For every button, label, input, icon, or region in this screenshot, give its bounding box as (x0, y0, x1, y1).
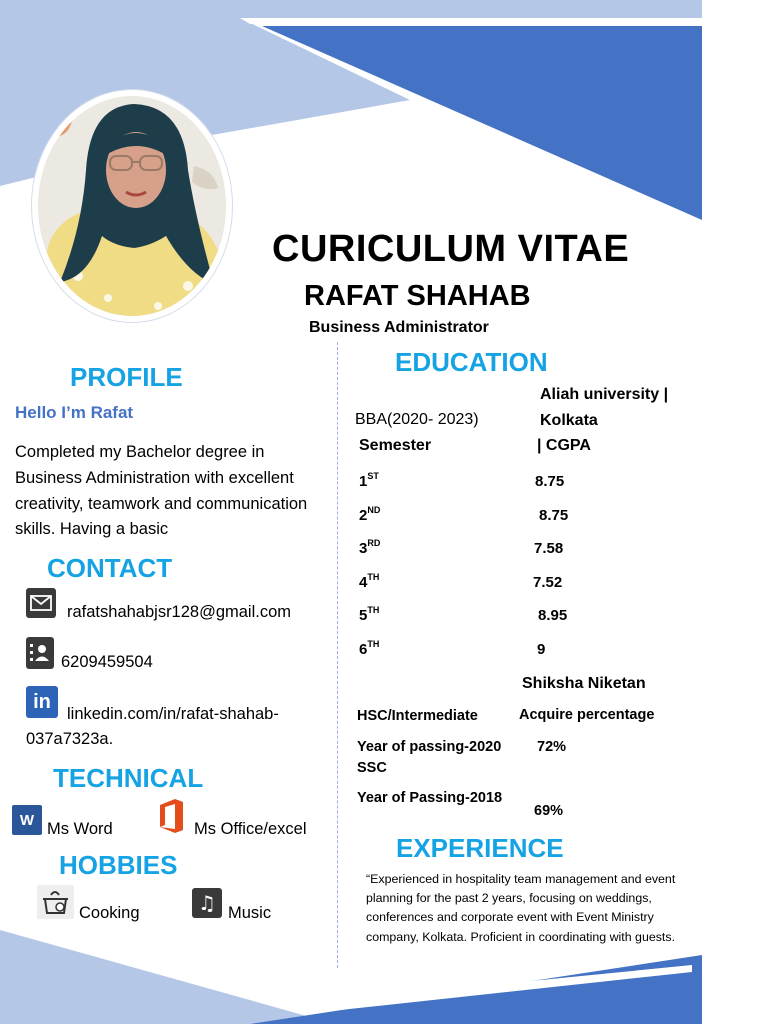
contact-email[interactable]: rafatshahabjsr128@gmail.com (67, 603, 292, 621)
hobby-item: Cooking (79, 904, 140, 922)
technical-item: Ms Office/excel (194, 820, 307, 838)
semester-2-cgpa: 8.75 (539, 507, 569, 524)
bottom-left-pale-shape (0, 930, 335, 1024)
hobbies-heading: HOBBIES (59, 850, 178, 880)
experience-summary: “Experienced in hospitality team management and event planning for the past 2 years, focusing on weddings, conferences and corporate event with Event Ministry company, Kolkata. Proficient in coordinating with guests. (366, 872, 676, 944)
experience-heading: EXPERIENCE (396, 833, 564, 863)
semester-1-cgpa: 8.75 (535, 473, 565, 490)
hsc-label: HSC/Intermediate (357, 708, 478, 724)
contact-linkedin-cont: 037a7323a. (26, 730, 114, 748)
mail-icon (26, 588, 56, 618)
acquire-label: Acquire percentage (519, 707, 655, 723)
ssc-percentage: 69% (534, 803, 564, 819)
semester-6: 6TH (359, 639, 380, 658)
semester-3: 3RD (359, 538, 381, 557)
ms-office-icon (157, 798, 185, 834)
profile-greeting: Hello I’m Rafat (15, 403, 134, 422)
contact-card-icon (26, 637, 54, 669)
profile-summary: Completed my Bachelor degree in Business Administration with excellent creativity, teamwork and communication skills. Having a basic (15, 443, 308, 539)
linkedin-icon: in (26, 686, 58, 718)
profile-photo (38, 96, 226, 316)
hsc-percentage: 72% (537, 739, 567, 755)
column-divider (337, 342, 338, 968)
ssc-label: SSC (357, 760, 387, 776)
semester-3-cgpa: 7.58 (534, 540, 564, 557)
education-heading: EDUCATION (395, 347, 548, 377)
degree: BBA(2020- 2023) (355, 411, 479, 428)
technical-item: Ms Word (47, 820, 113, 838)
semester-label: Semester (359, 437, 432, 454)
ms-word-icon: W (12, 805, 42, 835)
technical-heading: TECHNICAL (53, 763, 204, 793)
school-name: Shiksha Niketan (522, 675, 646, 692)
top-right-blue-shape (262, 26, 702, 220)
semester-4: 4TH (359, 572, 380, 591)
semester-5-cgpa: 8.95 (538, 607, 568, 624)
university-city: Kolkata (540, 412, 598, 429)
semester-2: 2ND (359, 505, 381, 524)
candidate-name: RAFAT SHAHAB (304, 280, 531, 312)
contact-phone: 6209459504 (61, 653, 153, 671)
hsc-year: Year of passing-2020 (357, 739, 502, 755)
cv-title: CURICULUM VITAE (272, 228, 630, 270)
ssc-year: Year of Passing-2018 (357, 790, 503, 806)
cgpa-label: | CGPA (537, 437, 591, 454)
profile-heading: PROFILE (70, 362, 183, 392)
music-note-icon: ♫ (192, 888, 222, 918)
cooking-pot-icon (37, 885, 74, 919)
contact-linkedin[interactable]: linkedin.com/in/rafat-shahab- (67, 705, 279, 723)
university-name: Aliah university | (540, 386, 669, 403)
semester-4-cgpa: 7.52 (533, 574, 563, 591)
semester-5: 5TH (359, 605, 380, 624)
contact-heading: CONTACT (47, 553, 173, 583)
semester-1: 1ST (359, 471, 379, 490)
candidate-role: Business Administrator (309, 319, 489, 336)
hobby-item: Music (228, 904, 272, 922)
top-white-stripe (240, 18, 702, 24)
top-pale-band (0, 0, 702, 18)
semester-6-cgpa: 9 (537, 641, 546, 658)
